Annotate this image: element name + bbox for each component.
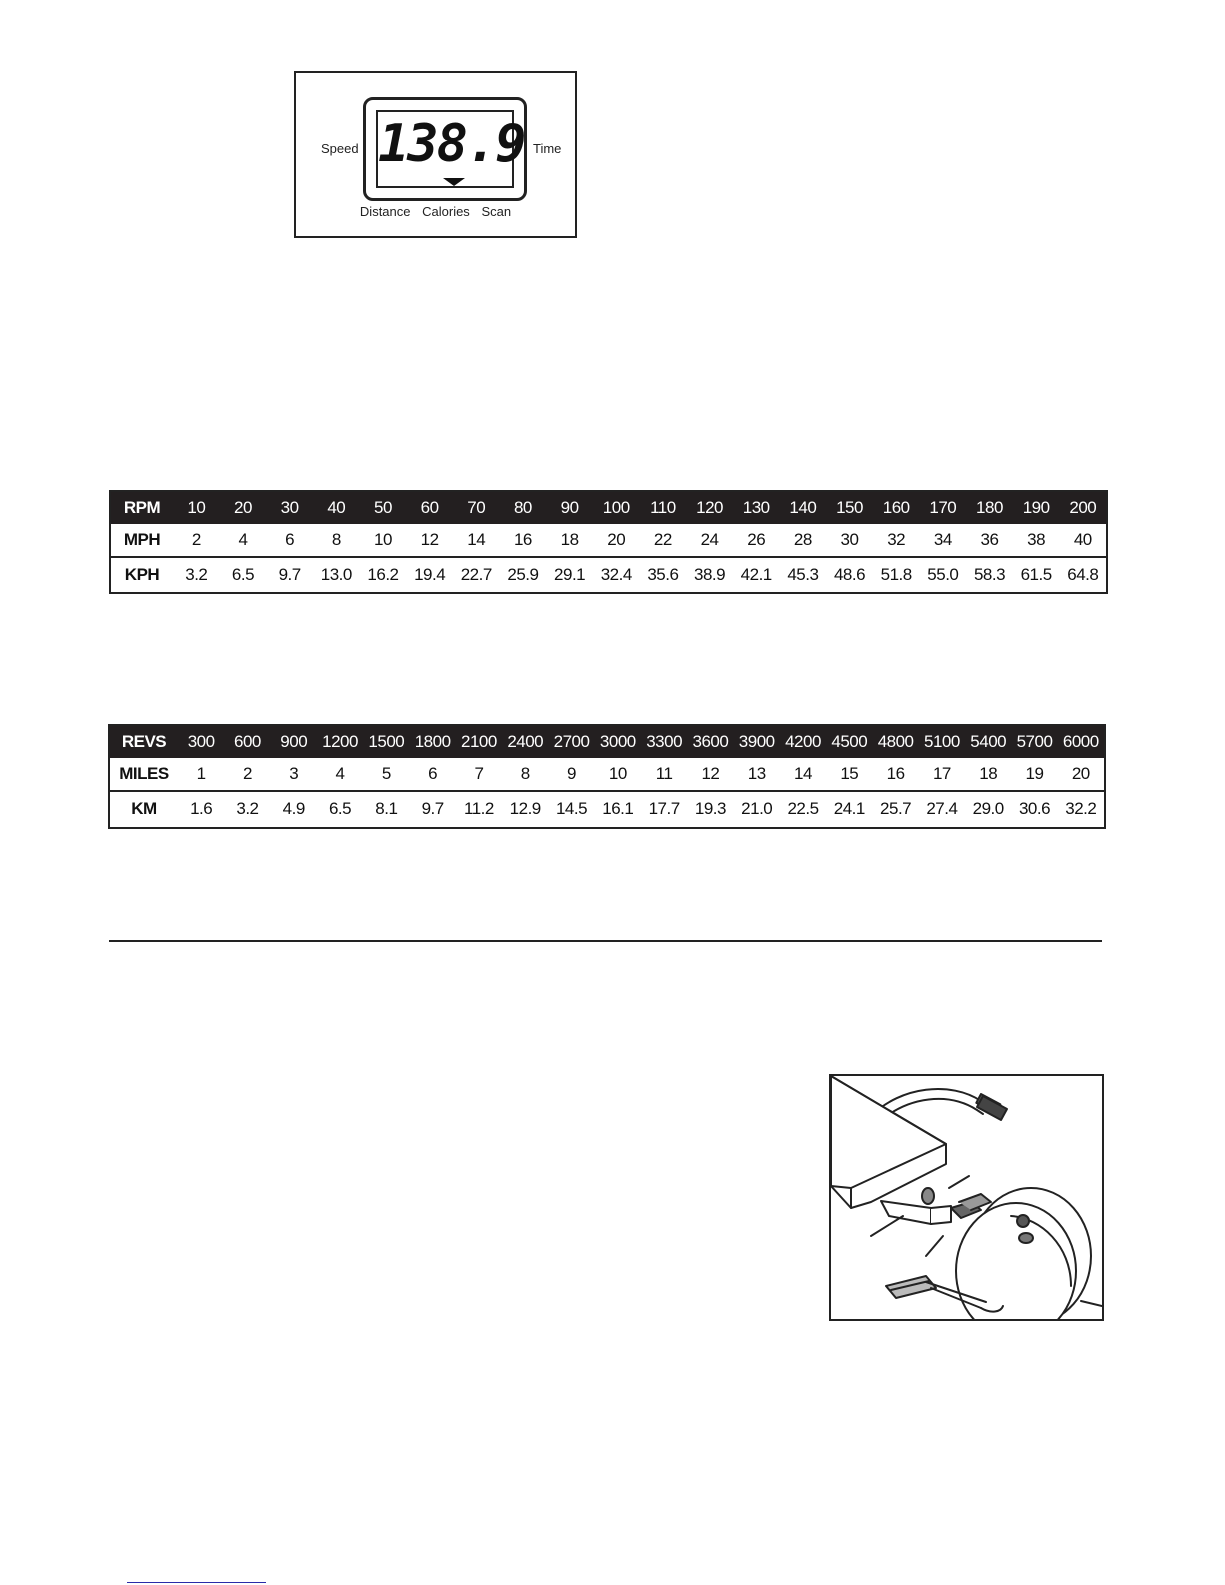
table-cell: 1500 bbox=[368, 732, 405, 751]
table-cell: 48.6 bbox=[833, 565, 866, 584]
table-cell: 10 bbox=[608, 764, 627, 783]
table-cell: 2 bbox=[191, 530, 201, 549]
table-cell: 1.6 bbox=[190, 799, 213, 818]
table-cell: 90 bbox=[560, 498, 579, 517]
row-label: MILES bbox=[119, 764, 169, 783]
table-cell: 9.7 bbox=[421, 799, 444, 818]
table-cell: 1200 bbox=[322, 732, 358, 751]
speed-conversion-table bbox=[109, 490, 1108, 594]
table-cell: 600 bbox=[234, 732, 261, 751]
table-cell: 18 bbox=[560, 530, 579, 549]
table-cell: 19 bbox=[1025, 764, 1044, 783]
table-cell: 11.2 bbox=[464, 799, 494, 818]
table-cell: 16.1 bbox=[602, 799, 634, 818]
calories-label: Calories bbox=[422, 204, 470, 219]
table-cell: 3900 bbox=[738, 732, 775, 751]
table-cell: 3.2 bbox=[236, 799, 259, 818]
table-cell: 12 bbox=[420, 530, 439, 549]
table-cell: 7 bbox=[474, 764, 484, 783]
table-cell: 29.0 bbox=[972, 799, 1004, 818]
table-cell: 32 bbox=[887, 530, 906, 549]
mode-indicator-arrow-icon bbox=[443, 178, 465, 186]
table-cell: 58.3 bbox=[973, 565, 1006, 584]
table-cell: 42.1 bbox=[740, 565, 772, 584]
table-cell: 25.7 bbox=[880, 799, 912, 818]
table-cell: 80 bbox=[513, 498, 532, 517]
table-cell: 170 bbox=[929, 498, 957, 517]
table-cell: 21.0 bbox=[741, 799, 773, 818]
table-cell: 4 bbox=[238, 530, 248, 549]
table-cell: 4500 bbox=[831, 732, 868, 751]
table-cell: 27.4 bbox=[926, 799, 958, 818]
row-label: RPM bbox=[123, 498, 161, 517]
table-cell: 24.1 bbox=[833, 799, 865, 818]
table-cell: 5700 bbox=[1016, 732, 1053, 751]
table-cell: 30.6 bbox=[1018, 799, 1051, 818]
section-divider bbox=[109, 940, 1102, 942]
table-cell: 4 bbox=[335, 764, 345, 783]
table-cell: 30 bbox=[840, 530, 859, 549]
table-cell: 32.4 bbox=[600, 565, 632, 584]
table-row bbox=[111, 558, 1106, 592]
table-cell: 38 bbox=[1027, 530, 1046, 549]
table-cell: 2100 bbox=[461, 732, 497, 751]
table-cell: 14 bbox=[794, 764, 812, 783]
table-cell: 300 bbox=[187, 732, 215, 751]
table-cell: 12.9 bbox=[509, 799, 541, 818]
table-cell: 150 bbox=[836, 498, 863, 517]
table-cell: 130 bbox=[742, 498, 770, 517]
table-cell: 15 bbox=[840, 764, 859, 783]
table-cell: 1 bbox=[196, 764, 206, 783]
table-cell: 10 bbox=[187, 498, 206, 517]
table-cell: 20 bbox=[607, 530, 626, 549]
table-cell: 20 bbox=[234, 498, 252, 517]
table-cell: 4800 bbox=[877, 732, 914, 751]
table-cell: 2 bbox=[242, 764, 252, 783]
table-row bbox=[111, 524, 1106, 558]
scan-label: Scan bbox=[481, 204, 512, 219]
table-cell: 3000 bbox=[599, 732, 636, 751]
table-cell: 4.9 bbox=[282, 799, 305, 818]
lcd-frame bbox=[363, 97, 527, 201]
table-cell: 51.8 bbox=[880, 565, 912, 584]
table-row bbox=[110, 792, 1104, 826]
table-cell: 12 bbox=[701, 764, 720, 783]
table-cell: 32.2 bbox=[1065, 799, 1097, 818]
footer-link-underline bbox=[127, 1582, 266, 1583]
table-cell: 900 bbox=[280, 732, 308, 751]
table-cell: 140 bbox=[789, 498, 817, 517]
table-cell: 36 bbox=[980, 530, 999, 549]
table-cell: 70 bbox=[467, 498, 486, 517]
table-cell: 16 bbox=[886, 764, 905, 783]
table-cell: 38.9 bbox=[694, 565, 726, 584]
table-cell: 35.6 bbox=[647, 565, 679, 584]
table-cell: 28 bbox=[793, 530, 812, 549]
time-label: Time bbox=[533, 141, 562, 156]
table-cell: 17 bbox=[932, 764, 951, 783]
table-cell: 40 bbox=[1073, 530, 1092, 549]
table-cell: 6.5 bbox=[231, 565, 255, 584]
table-cell: 55.0 bbox=[927, 565, 959, 584]
distance-label: Distance bbox=[359, 204, 411, 219]
table-cell: 22 bbox=[653, 530, 672, 549]
table-cell: 5 bbox=[381, 764, 391, 783]
table-cell: 24 bbox=[700, 530, 719, 549]
row-label: KPH bbox=[124, 565, 160, 584]
table-cell: 2700 bbox=[553, 732, 590, 751]
table-cell: 110 bbox=[650, 498, 676, 517]
table-cell: 9.7 bbox=[278, 565, 301, 584]
table-cell: 3300 bbox=[646, 732, 683, 751]
table-cell: 3600 bbox=[692, 732, 729, 751]
table-cell: 190 bbox=[1022, 498, 1050, 517]
table-row bbox=[110, 758, 1104, 792]
row-label: MPH bbox=[123, 530, 161, 549]
table-cell: 8.1 bbox=[375, 799, 398, 818]
table-cell: 20 bbox=[1071, 764, 1090, 783]
table-cell: 160 bbox=[882, 498, 910, 517]
table-cell: 18 bbox=[979, 764, 998, 783]
table-cell: 6 bbox=[285, 530, 295, 549]
row-label: KM bbox=[131, 799, 157, 818]
table-cell: 6.5 bbox=[328, 799, 352, 818]
table-cell: 13 bbox=[747, 764, 766, 783]
table-cell: 3 bbox=[289, 764, 299, 783]
seat-adjustment-illustration bbox=[829, 1074, 1104, 1321]
table-cell: 50 bbox=[373, 498, 392, 517]
table-cell: 1800 bbox=[414, 732, 451, 751]
lcd-value: 138.9 bbox=[378, 114, 525, 174]
table-cell: 13.0 bbox=[320, 565, 352, 584]
table-cell: 9 bbox=[567, 764, 576, 783]
table-cell: 10 bbox=[373, 530, 392, 549]
table-cell: 5100 bbox=[923, 732, 960, 751]
table-cell: 17.7 bbox=[648, 799, 680, 818]
table-cell: 22.7 bbox=[460, 565, 492, 584]
seat-adjustment-drawing-icon bbox=[831, 1076, 1102, 1319]
table-cell: 22.5 bbox=[787, 799, 819, 818]
table-cell: 100 bbox=[602, 498, 630, 517]
table-cell: 19.4 bbox=[414, 565, 446, 584]
console-display-diagram bbox=[294, 71, 577, 238]
table-cell: 6000 bbox=[1062, 732, 1099, 751]
table-cell: 180 bbox=[976, 498, 1003, 517]
table-cell: 16.2 bbox=[367, 565, 399, 584]
table-cell: 200 bbox=[1069, 498, 1097, 517]
table-cell: 5400 bbox=[970, 732, 1007, 751]
table-cell: 8 bbox=[520, 764, 530, 783]
table-cell: 45.3 bbox=[787, 565, 819, 584]
table-cell: 34 bbox=[933, 530, 952, 549]
table-cell: 40 bbox=[327, 498, 346, 517]
table-cell: 25.9 bbox=[507, 565, 539, 584]
row-label: REVS bbox=[121, 732, 167, 751]
table-cell: 8 bbox=[331, 530, 341, 549]
table-cell: 120 bbox=[696, 498, 723, 517]
table-cell: 14.5 bbox=[555, 799, 588, 818]
table-row bbox=[111, 492, 1106, 524]
table-cell: 60 bbox=[420, 498, 439, 517]
table-row bbox=[110, 726, 1104, 758]
table-cell: 26 bbox=[747, 530, 766, 549]
table-cell: 4200 bbox=[785, 732, 821, 751]
table-cell: 19.3 bbox=[694, 799, 726, 818]
table-cell: 11 bbox=[655, 764, 673, 783]
table-cell: 2400 bbox=[507, 732, 544, 751]
table-cell: 6 bbox=[428, 764, 438, 783]
table-cell: 29.1 bbox=[554, 565, 586, 584]
speed-label: Speed bbox=[321, 141, 359, 156]
bottom-labels bbox=[296, 204, 575, 219]
table-cell: 16 bbox=[513, 530, 532, 549]
table-cell: 64.8 bbox=[1067, 565, 1099, 584]
table-cell: 3.2 bbox=[185, 565, 208, 584]
table-cell: 14 bbox=[467, 530, 486, 549]
table-cell: 30 bbox=[280, 498, 299, 517]
lcd-screen bbox=[376, 110, 525, 188]
distance-conversion-table bbox=[108, 724, 1106, 829]
table-cell: 61.5 bbox=[1020, 565, 1052, 584]
